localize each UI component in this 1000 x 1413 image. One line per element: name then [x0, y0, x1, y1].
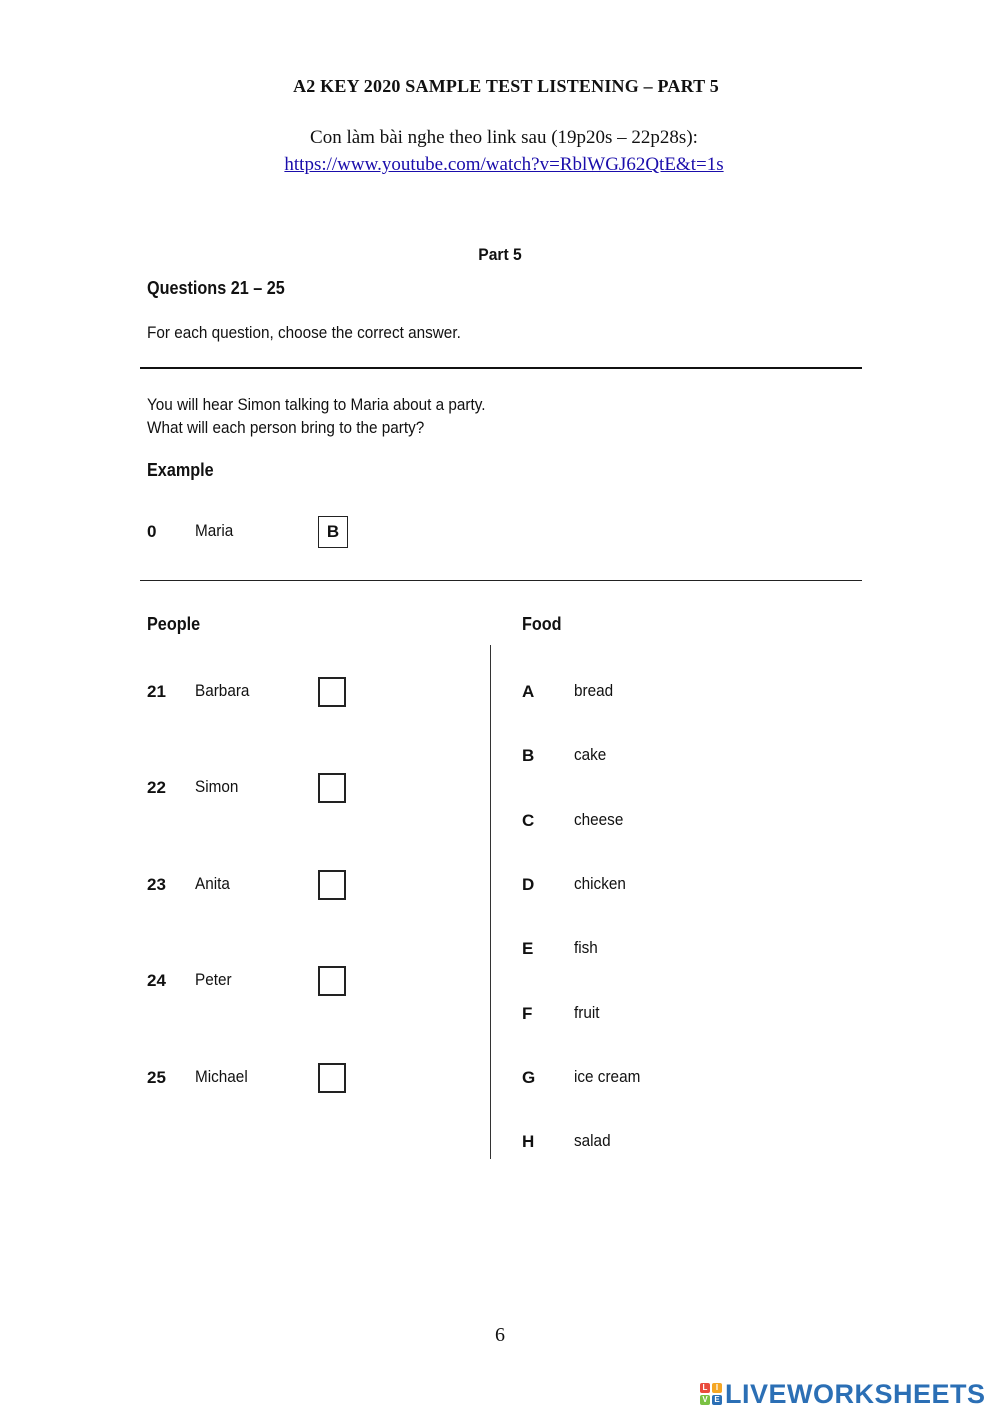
scenario-text: [147, 393, 485, 439]
section-divider-bottom: [140, 580, 862, 581]
scenario-line-2: What will each person bring to the party?: [147, 418, 425, 437]
food-letter: B: [522, 746, 535, 765]
food-letter: F: [522, 1004, 533, 1023]
question-number: 22: [147, 778, 166, 797]
answer-box-22[interactable]: [318, 773, 346, 803]
question-number: 25: [147, 1068, 166, 1087]
person-name: Michael: [195, 1067, 248, 1086]
food-item: bread: [574, 681, 614, 700]
person-name: Peter: [195, 970, 232, 989]
listening-intro: Con làm bài nghe theo link sau (19p20s – 22p28s):: [310, 127, 698, 148]
part-title: Part 5: [478, 245, 522, 264]
liveworksheets-logo[interactable]: [700, 1378, 986, 1410]
food-item: cake: [574, 745, 607, 764]
logo-icon: [700, 1383, 722, 1405]
question-number: 24: [147, 971, 166, 990]
youtube-link[interactable]: https://www.youtube.com/watch?v=RblWGJ62QtE&t=1s: [284, 154, 724, 175]
food-item: fruit: [574, 1003, 600, 1022]
food-item: fish: [574, 938, 598, 957]
example-number: 0: [147, 522, 157, 541]
food-letter: E: [522, 939, 534, 958]
food-letter: C: [522, 811, 535, 830]
food-letter: A: [522, 682, 535, 701]
food-item: cheese: [574, 810, 624, 829]
food-item: salad: [574, 1131, 611, 1150]
questions-range: Questions 21 – 25: [147, 278, 285, 298]
food-letter: H: [522, 1132, 535, 1151]
answer-box-24[interactable]: [318, 966, 346, 996]
logo-icon-letter: E: [712, 1395, 722, 1405]
document-title: A2 KEY 2020 SAMPLE TEST LISTENING – PART 5: [293, 76, 719, 96]
column-divider: [490, 645, 491, 1159]
people-heading: People: [147, 614, 201, 634]
logo-icon-letter: I: [712, 1383, 722, 1393]
food-item: ice cream: [574, 1067, 641, 1086]
logo-icon-letter: V: [700, 1395, 710, 1405]
person-name: Anita: [195, 874, 230, 893]
answer-box-21[interactable]: [318, 677, 346, 707]
example-answer-box: B: [318, 516, 348, 548]
logo-icon-letter: L: [700, 1383, 710, 1393]
person-name: Simon: [195, 777, 239, 796]
example-name: Maria: [195, 521, 234, 540]
answer-box-23[interactable]: [318, 870, 346, 900]
food-letter: D: [522, 875, 535, 894]
question-number: 23: [147, 875, 166, 894]
answer-box-25[interactable]: [318, 1063, 346, 1093]
page-number: 6: [495, 1324, 505, 1346]
instruction-text: For each question, choose the correct answer.: [147, 323, 461, 342]
example-label: Example: [147, 460, 214, 480]
food-heading: Food: [522, 614, 562, 634]
scenario-line-1: You will hear Simon talking to Maria about a party.: [147, 395, 486, 414]
person-name: Barbara: [195, 681, 250, 700]
section-divider-top: [140, 367, 862, 369]
food-item: chicken: [574, 874, 626, 893]
question-number: 21: [147, 682, 166, 701]
logo-text: LIVEWORKSHEETS: [725, 1378, 986, 1409]
food-letter: G: [522, 1068, 536, 1087]
